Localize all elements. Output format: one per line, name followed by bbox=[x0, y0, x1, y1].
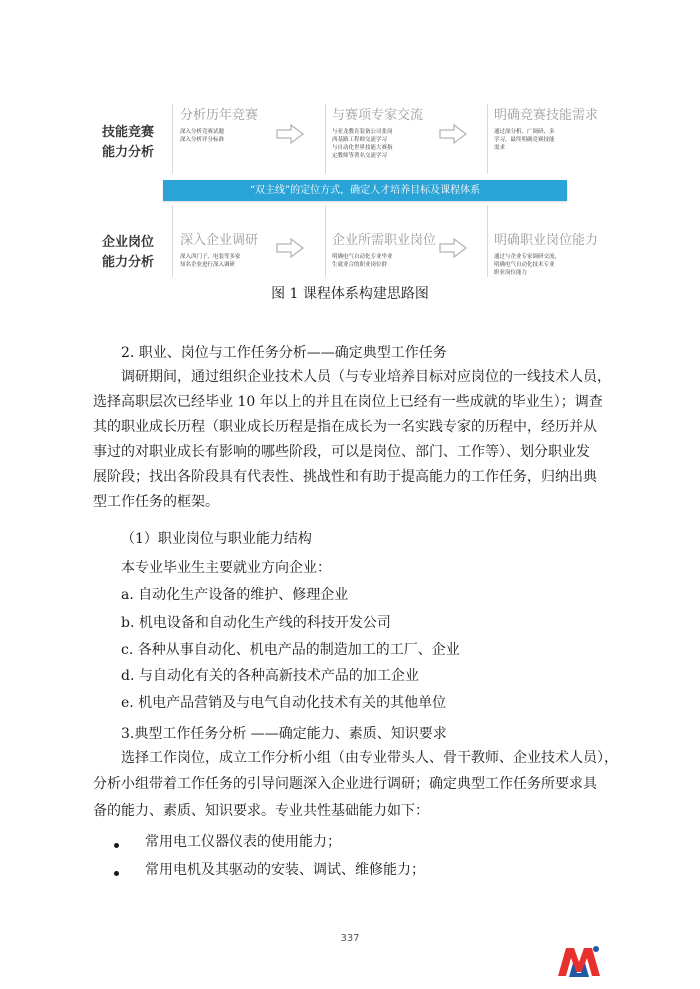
paragraph-line: 选择工作岗位，成立工作分析小组（由专业带头人、骨干教师、企业技术人员）， bbox=[121, 750, 618, 766]
publisher-logo-icon bbox=[556, 944, 602, 978]
section-heading: 2. 职业、岗位与工作任务分析——确定典型工作任务 bbox=[121, 345, 447, 361]
list-item: d. 与自动化有关的各种高新技术产品的加工企业 bbox=[121, 668, 419, 684]
paragraph-line: 备的能力、素质、知识要求。专业共性基础能力如下： bbox=[93, 803, 429, 819]
separator-line bbox=[172, 205, 173, 277]
stage-desc: 深入西门子、电装等多家 知名企业进行深入调研 bbox=[180, 254, 241, 268]
stage-title: 企业所需职业岗位 bbox=[332, 233, 437, 248]
bullet-item: 常用电机及其驱动的安装、调试、维修能力； bbox=[145, 862, 425, 878]
separator-line bbox=[487, 104, 488, 174]
stage-title: 分析历年竞赛 bbox=[180, 108, 259, 123]
stage-desc: 深入分析竞赛试题 深入分析评分标准 bbox=[180, 129, 225, 143]
stage-title: 深入企业调研 bbox=[180, 233, 259, 248]
arrow-right-icon bbox=[438, 122, 468, 146]
separator-line bbox=[325, 205, 326, 277]
paragraph-line: 其的职业成长历程（职业成长历程是指在成长为一名实践专家的历程中，经历并从 bbox=[93, 419, 597, 435]
paragraph-line: 选择高职层次已经毕业 10 年以上的并且在岗位上已经有一些成就的毕业生）；调查 bbox=[93, 394, 603, 410]
arrow-right-icon bbox=[275, 122, 305, 146]
list-intro: 本专业毕业生主要就业方向企业： bbox=[121, 560, 331, 576]
paragraph-line: 事过的对职业成长有影响的哪些阶段，可以是岗位、部门、工作等）、划分职业发 bbox=[93, 444, 590, 460]
separator-line bbox=[172, 104, 173, 174]
stage-desc: 明确电气自动化专业毕业 生就业合的职业岗位群 bbox=[332, 254, 393, 268]
list-item: e. 机电产品营销及与电气自动化技术有关的其他单位 bbox=[121, 695, 447, 711]
stage-desc: 通过与企业专家调研交流， 明确电气自动化技术专业 职业岗位能力 bbox=[494, 254, 561, 276]
row-label-skills-competition: 技能竞赛 能力分析 bbox=[101, 125, 154, 160]
stage-title: 与赛项专家交流 bbox=[332, 108, 424, 123]
course-system-diagram bbox=[0, 0, 700, 310]
figure-caption: 图 1 课程体系构建思路图 bbox=[271, 286, 429, 302]
list-item: a. 自动化生产设备的维护、修理企业 bbox=[121, 587, 349, 603]
list-item: b. 机电设备和自动化生产线的科技开发公司 bbox=[121, 615, 391, 631]
separator-line bbox=[487, 205, 488, 277]
page-number: 337 bbox=[340, 933, 360, 944]
paragraph-line: 调研期间，通过组织企业技术人员（与专业培养目标对应岗位的一线技术人员， bbox=[121, 369, 611, 385]
bullet-icon bbox=[114, 843, 119, 848]
arrow-right-icon bbox=[275, 236, 305, 260]
paragraph-line: 型工作任务的框架。 bbox=[93, 494, 219, 510]
dual-mainline-band: “双主线”的定位方式，确定人才培养目标及课程体系 bbox=[163, 180, 567, 201]
stage-title: 明确竞赛技能需求 bbox=[494, 108, 599, 123]
sub-heading: （1）职业岗位与职业能力结构 bbox=[121, 531, 312, 547]
paragraph-line: 分析小组带着工作任务的引导问题深入企业进行调研；确定典型工作任务所要求具 bbox=[93, 776, 597, 792]
list-item: c. 各种从事自动化、机电产品的制造加工的工厂、企业 bbox=[121, 642, 460, 658]
separator-line bbox=[325, 104, 326, 174]
bullet-item: 常用电工仪器仪表的使用能力； bbox=[145, 834, 341, 850]
paragraph-line: 展阶段；找出各阶段具有代表性、挑战性和有助于提高能力的工作任务，归纳出典 bbox=[93, 469, 597, 485]
bullet-icon bbox=[114, 871, 119, 876]
stage-desc: 通过深分析、广调研、多 学习，最终明确竞赛技能 需求 bbox=[494, 129, 555, 151]
arrow-right-icon bbox=[438, 236, 468, 260]
row-label-enterprise-position: 企业岗位 能力分析 bbox=[101, 235, 154, 270]
section-heading: 3.典型工作任务分析 ——确定能力、素质、知识要求 bbox=[121, 726, 447, 742]
stage-desc: 与亚龙教育装备公司张岗 西基路工程师交流学习 与自动化世界技能大赛指 定教师等著名交流学习 bbox=[332, 129, 393, 159]
stage-title: 明确职业岗位能力 bbox=[494, 233, 599, 248]
